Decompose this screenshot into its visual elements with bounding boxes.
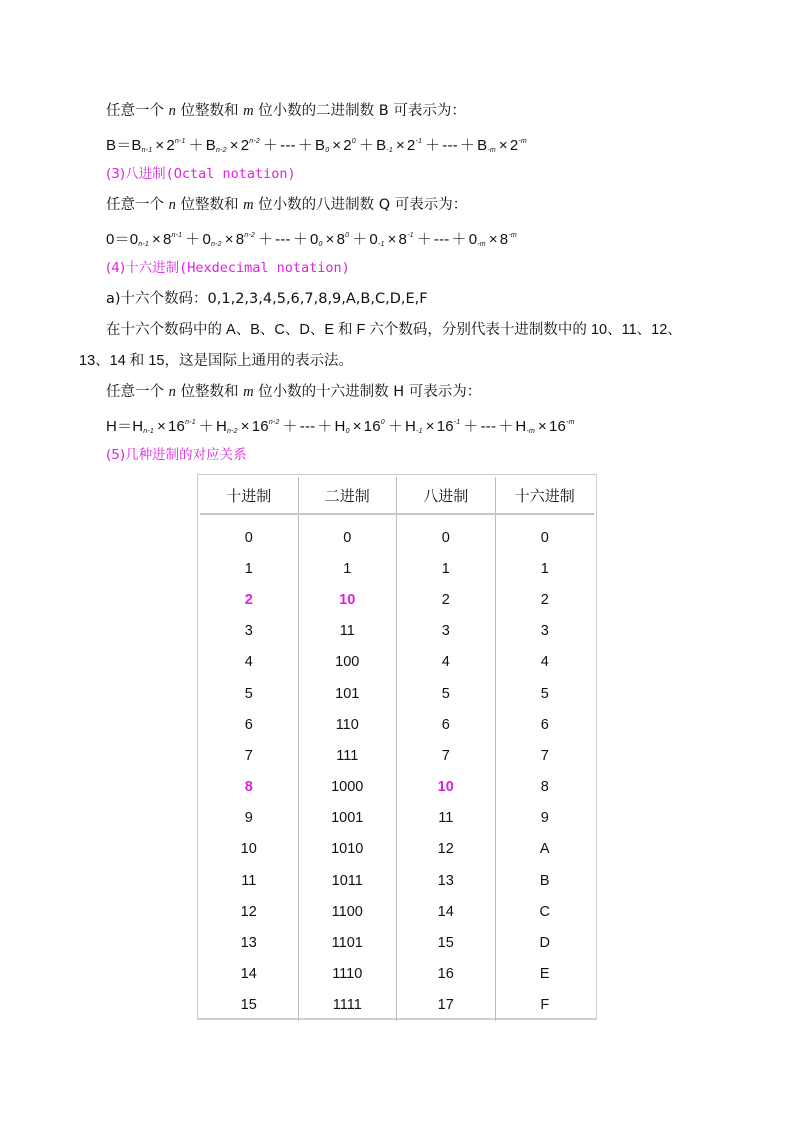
cell-decimal: 14: [200, 959, 299, 990]
formula-digit: H: [515, 418, 527, 435]
cell-octal: 14: [397, 896, 496, 927]
text-segment: 位小数的十六进制数 H 可表示为：: [253, 384, 482, 400]
cell-decimal: 10: [200, 834, 299, 865]
cell-decimal: 2: [200, 584, 299, 615]
table-row: [200, 959, 594, 990]
cell-binary: 1010: [299, 834, 398, 865]
heading-cn: 八进制: [125, 166, 166, 182]
cell-binary: 1100: [299, 896, 398, 927]
table-row: [200, 865, 594, 896]
cell-octal: 10: [397, 772, 496, 803]
formula-equals: ＝: [117, 418, 133, 435]
formula-times: ×: [387, 231, 397, 248]
formula-plus: ＋: [425, 137, 441, 154]
formula-digit: B: [131, 137, 142, 154]
formula-digit: B: [477, 137, 488, 154]
formula-ellipsis: ---: [299, 418, 316, 435]
cell-binary: 1000: [299, 772, 398, 803]
formula-exponent: -m: [518, 138, 527, 145]
cell-hex: C: [539, 903, 550, 920]
cell-binary: 100: [299, 647, 398, 678]
spacer-cell: [200, 514, 299, 522]
heading-en: (Octal notation): [165, 166, 296, 182]
cell-binary: 11: [299, 616, 398, 647]
cell-octal: 7: [397, 740, 496, 771]
formula-times: ×: [152, 231, 161, 248]
formula-digit: B: [376, 137, 387, 154]
formula-subscript: -m: [487, 147, 496, 154]
formula-base: 16: [363, 418, 381, 435]
cell-binary: 110: [299, 709, 398, 740]
var-m: m: [243, 384, 254, 400]
cell-binary: 0: [299, 522, 398, 553]
table-row: [200, 678, 594, 709]
formula-base: 8: [235, 231, 245, 248]
table-row: [200, 522, 594, 553]
formula-exponent: 0: [351, 138, 356, 145]
table-row: [200, 584, 594, 615]
cell-hex: A: [539, 841, 550, 858]
formula-times: ×: [352, 418, 362, 435]
cell-hex: 8: [540, 779, 549, 796]
hex-formula: [106, 413, 576, 442]
cell-binary: 1101: [299, 927, 398, 958]
cell-decimal: 0: [200, 522, 299, 553]
var-n: n: [168, 103, 176, 119]
cell-decimal: 4: [200, 647, 299, 678]
formula-exponent: -m: [566, 419, 575, 426]
cell-octal: 4: [397, 647, 496, 678]
spacer-cell: [299, 514, 398, 522]
table-heading: (5)几种进制的对应关系: [106, 447, 247, 463]
formula-times: ×: [498, 137, 508, 154]
cell-octal: 2: [397, 584, 496, 615]
formula-subscript: -m: [526, 428, 536, 435]
cell-octal: 5: [397, 678, 496, 709]
formula-times: ×: [224, 231, 234, 248]
formula-times: ×: [325, 231, 335, 248]
formula-subscript: 0: [325, 147, 330, 154]
formula-exponent: -1: [415, 138, 423, 145]
cell-decimal: 3: [200, 616, 299, 647]
formula-base: 2: [343, 137, 352, 154]
formula-digit: H: [405, 418, 417, 435]
cell-octal: 1: [397, 553, 496, 584]
formula-ellipsis: ---: [442, 137, 458, 154]
cell-binary: 111: [299, 740, 398, 771]
formula-base: 8: [336, 231, 346, 248]
cell-octal: 12: [397, 834, 496, 865]
table-row: [200, 772, 594, 803]
cell-hex: 9: [540, 810, 549, 827]
formula-subscript: n-1: [143, 428, 155, 435]
formula-base: 16: [167, 418, 186, 435]
formula-times: ×: [229, 137, 239, 154]
table-row: [200, 553, 594, 584]
cell-hex: B: [539, 872, 550, 889]
formula-digit: B: [314, 137, 326, 154]
formula-digit: 0: [202, 231, 211, 248]
cell-octal: 15: [397, 927, 496, 958]
header-binary: 二进制: [299, 477, 398, 514]
formula-times: ×: [240, 418, 250, 435]
hex-digits-line: a)十六个数码：0,1,2,3,4,5,6,7,8,9,A,B,C,D,E,F: [106, 291, 428, 307]
cell-decimal: 15: [200, 990, 299, 1021]
formula-digit: H: [216, 418, 228, 435]
var-m: m: [243, 197, 254, 213]
formula-equals: ＝: [116, 137, 132, 154]
binary-formula: [106, 132, 528, 161]
formula-exponent: -1: [453, 419, 461, 426]
table-row: [200, 834, 594, 865]
formula-base: 8: [499, 231, 509, 248]
formula-base: 2: [240, 137, 250, 154]
formula-base: 2: [406, 137, 416, 154]
cell-binary: 1: [299, 553, 398, 584]
cell-hex: 4: [540, 654, 549, 671]
cell-hex: 5: [540, 685, 549, 702]
formula-lhs: H: [106, 418, 118, 435]
formula-exponent: n-1: [174, 138, 186, 145]
formula-subscript: -1: [416, 428, 423, 435]
text-segment: 位小数的八进制数 Q 可表示为：: [253, 197, 468, 213]
cell-hex: 7: [540, 747, 549, 764]
formula-plus: ＋: [451, 231, 467, 248]
header-spacer: [200, 514, 594, 522]
cell-octal: 11: [397, 803, 496, 834]
table-row: [200, 990, 594, 1021]
formula-subscript: -1: [386, 147, 393, 154]
text-segment: 位小数的二进制数 B 可表示为：: [253, 103, 466, 119]
formula-exponent: n-2: [244, 232, 255, 239]
formula-ellipsis: ---: [275, 231, 291, 248]
heading-number: (4): [106, 260, 126, 276]
cell-octal: 0: [397, 522, 496, 553]
formula-subscript: 0: [318, 241, 323, 248]
formula-digit: 0: [309, 231, 319, 248]
formula-plus: ＋: [463, 418, 479, 435]
cell-hex: D: [539, 935, 550, 952]
formula-subscript: n-2: [216, 147, 227, 154]
table-row: [200, 647, 594, 678]
heading-cn: 十六进制: [125, 260, 180, 276]
text-segment: 任意一个: [106, 197, 169, 213]
text-segment: 位整数和: [175, 384, 244, 400]
formula-plus: ＋: [416, 231, 432, 248]
formula-times: ×: [157, 418, 166, 435]
formula-subscript: n-2: [227, 428, 238, 435]
formula-plus: ＋: [317, 418, 333, 435]
formula-base: 16: [548, 418, 567, 435]
cell-decimal: 13: [200, 927, 299, 958]
formula-digit: H: [132, 418, 144, 435]
cell-decimal: 9: [200, 803, 299, 834]
formula-plus: ＋: [185, 231, 201, 248]
octal-heading: [106, 164, 296, 184]
cell-octal: 17: [397, 990, 496, 1021]
cell-hex: 3: [540, 623, 549, 640]
formula-exponent: n-1: [171, 232, 183, 239]
cell-hex: E: [539, 966, 550, 983]
formula-subscript: -m: [477, 241, 486, 248]
heading-en: (Hexdecimal notation): [179, 260, 350, 276]
cell-hex: F: [540, 997, 550, 1014]
cell-binary: 1111: [299, 990, 398, 1021]
hex-explanation: 在十六个数码中的 A、B、C、D、E 和 F 六个数码，分别代表十进制数中的 10、11、12、13、14 和 15，这是国际上通用的表示法。: [79, 322, 682, 369]
cell-binary: 1001: [299, 803, 398, 834]
formula-digit: 0: [129, 231, 139, 248]
formula-subscript: n-1: [141, 147, 153, 154]
cell-hex: 2: [540, 591, 549, 608]
spacer-cell: [496, 514, 595, 522]
formula-digit: 0: [468, 231, 478, 248]
formula-exponent: 0: [345, 232, 350, 239]
formula-lhs: B: [106, 137, 117, 154]
cell-octal: 6: [397, 709, 496, 740]
cell-decimal: 6: [200, 709, 299, 740]
formula-base: 2: [509, 137, 519, 154]
table-row: [200, 740, 594, 771]
hex-heading: [106, 258, 350, 278]
formula-times: ×: [425, 418, 435, 435]
formula-plus: ＋: [188, 137, 204, 154]
cell-octal: 16: [397, 959, 496, 990]
var-n: n: [168, 197, 176, 213]
cell-octal: 13: [397, 865, 496, 896]
table-row: [200, 803, 594, 834]
formula-plus: ＋: [292, 231, 308, 248]
formula-ellipsis: ---: [280, 137, 296, 154]
formula-plus: ＋: [297, 137, 313, 154]
formula-base: 16: [251, 418, 269, 435]
hex-intro: [106, 382, 481, 402]
formula-digit: B: [205, 137, 217, 154]
octal-intro: [106, 195, 467, 215]
spacer-cell: [397, 514, 496, 522]
formula-times: ×: [332, 137, 342, 154]
formula-exponent: -1: [407, 232, 414, 239]
formula-lhs: 0: [106, 231, 115, 248]
octal-formula: [106, 226, 518, 255]
formula-times: ×: [155, 137, 165, 154]
heading-number: (3): [106, 166, 126, 182]
formula-plus: ＋: [262, 137, 279, 154]
cell-binary: 1110: [299, 959, 398, 990]
text-segment: 位整数和: [175, 103, 244, 119]
table-row: [200, 896, 594, 927]
cell-octal: 3: [397, 616, 496, 647]
cell-decimal: 1: [200, 553, 299, 584]
formula-plus: ＋: [387, 418, 404, 435]
cell-binary: 101: [299, 678, 398, 709]
cell-hex: 6: [540, 716, 549, 733]
header-decimal: 十进制: [200, 477, 299, 514]
binary-intro: [106, 101, 466, 121]
text-segment: 任意一个: [106, 384, 169, 400]
formula-base: 8: [162, 231, 172, 248]
formula-ellipsis: ---: [480, 418, 497, 435]
formula-plus: ＋: [459, 137, 476, 154]
formula-plus: ＋: [282, 418, 298, 435]
cell-decimal: 5: [200, 678, 299, 709]
text-segment: 位整数和: [175, 197, 244, 213]
cell-binary: 10: [299, 584, 398, 615]
var-n: n: [168, 384, 176, 400]
formula-exponent: 0: [380, 419, 385, 426]
cell-hex: 0: [540, 529, 549, 546]
formula-base: 2: [166, 137, 175, 154]
cell-decimal: 8: [200, 772, 299, 803]
header-hex: 十六进制: [496, 477, 595, 514]
formula-base: 16: [436, 418, 454, 435]
formula-plus: ＋: [198, 418, 214, 435]
formula-plus: ＋: [257, 231, 274, 248]
cell-binary: 1011: [299, 865, 398, 896]
formula-times: ×: [538, 418, 547, 435]
formula-equals: ＝: [114, 231, 130, 248]
formula-digit: 0: [369, 231, 378, 248]
formula-exponent: n-2: [249, 138, 260, 145]
var-m: m: [243, 103, 254, 119]
table-row: [200, 709, 594, 740]
formula-subscript: n-2: [211, 241, 222, 248]
table-header-row: [200, 477, 594, 514]
header-octal: 八进制: [397, 477, 496, 514]
text-segment: 任意一个: [106, 103, 169, 119]
formula-subscript: 0: [345, 428, 350, 435]
table-body: [200, 514, 594, 1021]
cell-decimal: 12: [200, 896, 299, 927]
formula-ellipsis: ---: [433, 231, 450, 248]
formula-plus: ＋: [352, 231, 368, 248]
formula-base: 8: [398, 231, 408, 248]
formula-times: ×: [395, 137, 405, 154]
table-row: [200, 927, 594, 958]
formula-subscript: -1: [377, 241, 385, 248]
formula-times: ×: [488, 231, 498, 248]
formula-plus: ＋: [358, 137, 375, 154]
table-row: [200, 616, 594, 647]
cell-decimal: 7: [200, 740, 299, 771]
formula-plus: ＋: [498, 418, 514, 435]
formula-exponent: n-2: [268, 419, 280, 426]
formula-exponent: n-1: [185, 419, 196, 426]
cell-hex: 1: [540, 560, 549, 577]
conversion-table: [200, 477, 594, 1021]
formula-exponent: -m: [508, 232, 517, 239]
formula-subscript: n-1: [138, 241, 150, 248]
formula-digit: H: [334, 418, 346, 435]
conversion-table-frame: [197, 474, 597, 1020]
cell-decimal: 11: [200, 865, 299, 896]
